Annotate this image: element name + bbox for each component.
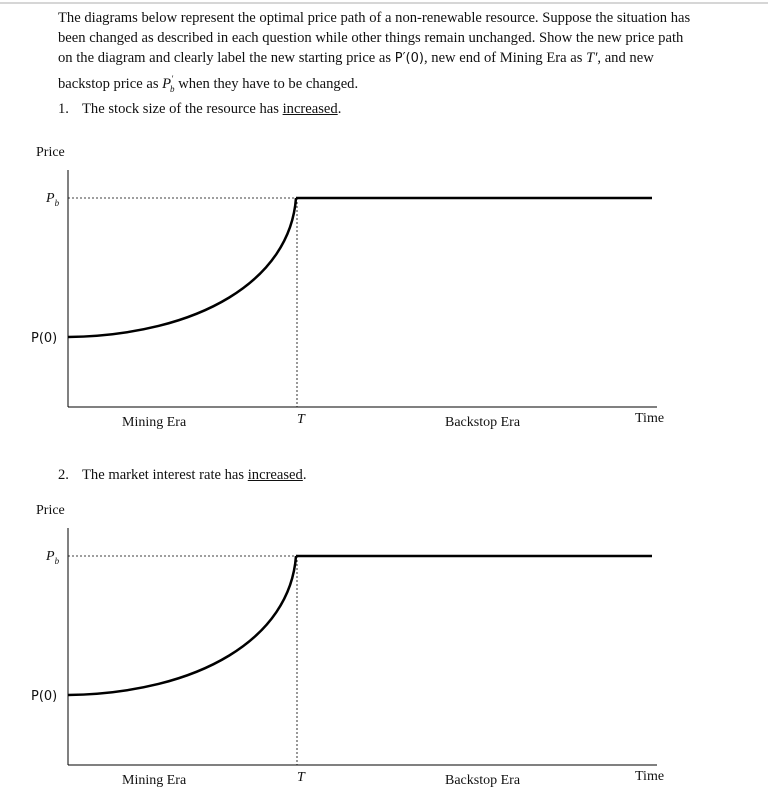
diagram-1-pb-main: P — [46, 191, 55, 206]
diagram-2-pb-main: P — [46, 549, 55, 564]
diagram-1-t-label: T — [297, 412, 305, 427]
new-backstop-price-prime: ′ — [171, 74, 174, 84]
diagram-1-pb-sub: b — [54, 197, 60, 208]
instructions-part-4: when they have to be changed. — [174, 75, 359, 92]
diagram-2-pb-sub: b — [54, 555, 60, 566]
diagram-1-p0-label: P(0) — [31, 331, 58, 346]
question-1-underlined: increased — [282, 101, 338, 117]
question-2-number: 2. — [58, 467, 69, 483]
instructions-part-2: , new end of Mining Era as — [423, 50, 587, 66]
question-2-period: . — [302, 467, 307, 483]
diagram-2-x-axis-label: Time — [635, 769, 665, 784]
question-1-period: . — [337, 101, 342, 117]
diagram-2-price-path-mining — [68, 556, 296, 695]
question-1-number: 1. — [58, 101, 69, 117]
diagram-1-mining-era-label: Mining Era — [122, 415, 187, 430]
diagram-1-x-axis-label: Time — [635, 411, 665, 426]
diagram-2-y-axis-label: Price — [36, 503, 65, 518]
new-end-mining-era-symbol: T′ — [586, 50, 598, 66]
diagram-2-backstop-era-label: Backstop Era — [445, 773, 521, 788]
new-backstop-price-sub: b — [170, 83, 175, 94]
question-1-text: The stock size of the resource has — [82, 101, 283, 117]
instructions-part-3: , and new backstop price as — [58, 50, 654, 92]
diagram-2-p0-label: P(0) — [31, 689, 58, 704]
diagram-2-mining-era-label: Mining Era — [122, 773, 187, 788]
new-backstop-price-main: P — [162, 75, 172, 92]
diagram-2-t-label: T — [297, 770, 305, 785]
diagram-1-y-axis-label: Price — [36, 145, 65, 160]
diagram-1-backstop-era-label: Backstop Era — [445, 415, 521, 430]
new-starting-price-symbol: P′(0) — [394, 51, 424, 66]
question-2-text: The market interest rate has — [82, 467, 248, 483]
question-2-underlined: increased — [247, 467, 303, 483]
instructions-part-1: The diagrams below represent the optimal price path of a non-renewable resource. Suppose the situation has been changed as described in each question while other things remain unchanged. Show the new price path on the diagram and clearly label the new starting price as — [58, 10, 691, 66]
